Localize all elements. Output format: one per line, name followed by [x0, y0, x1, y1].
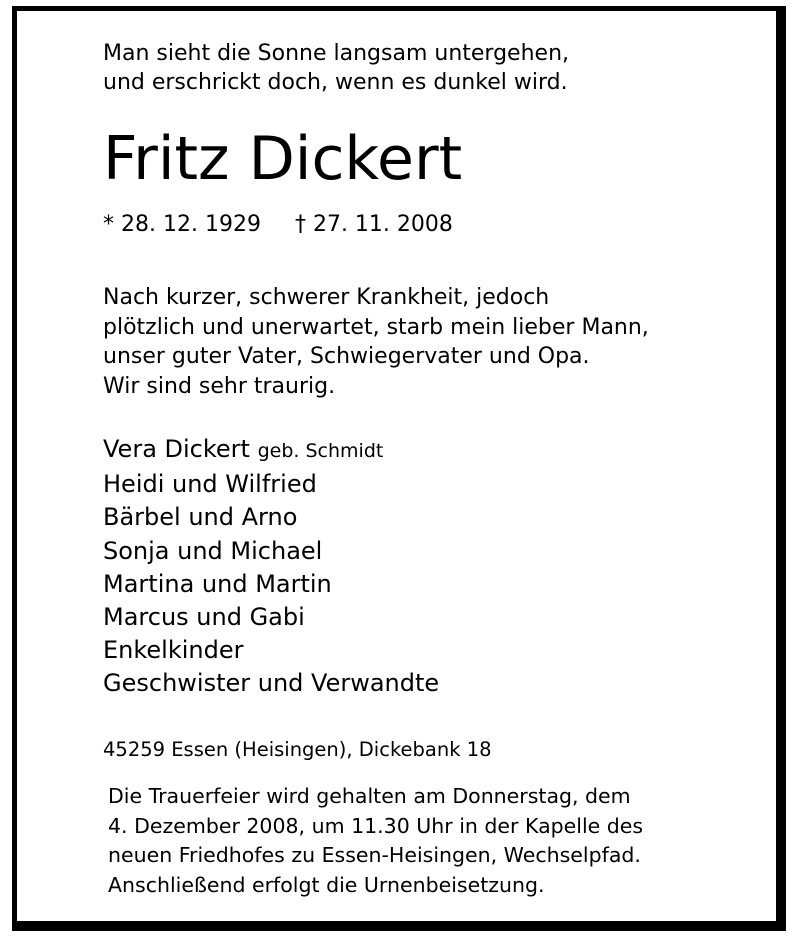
death-date: † 27. 11. 2008	[294, 212, 453, 237]
service-line: neuen Friedhofes zu Essen-Heisingen, Wechselpfad.	[108, 843, 641, 867]
life-dates	[103, 210, 453, 240]
text-line: plötzlich und unerwartet, starb mein lieber Mann,	[103, 314, 649, 340]
service-info	[108, 782, 643, 900]
birth-date: * 28. 12. 1929	[103, 212, 261, 237]
family-widow	[103, 433, 439, 468]
deceased-name: Fritz Dickert	[103, 124, 463, 194]
family-member: Geschwister und Verwandte	[103, 669, 440, 698]
motto	[103, 39, 569, 97]
service-line: Anschließend erfolgt die Urnenbeisetzung.	[108, 872, 545, 897]
text-line: unser guter Vater, Schwiegervater und Opa.	[103, 344, 590, 369]
service-line: 4. Dezember 2008, um 11.30 Uhr in der Kapelle des	[108, 813, 644, 838]
text-line: Wir sind sehr traurig.	[103, 373, 336, 399]
family-member: Martina und Martin	[103, 569, 332, 598]
text-line: Nach kurzer, schwerer Krankheit, jedoch	[103, 285, 550, 310]
widow-name: Vera Dickert	[103, 435, 250, 463]
widow-maiden-name: geb. Schmidt	[257, 440, 384, 462]
family-member: Sonja und Michael	[103, 536, 323, 565]
family-member: Heidi und Wilfried	[103, 470, 317, 499]
family-member: Marcus und Gabi	[103, 603, 305, 632]
motto-line: und erschrickt doch, wenn es dunkel wird.	[103, 70, 568, 95]
announcement-text	[103, 283, 649, 401]
family-member: Enkelkinder	[103, 636, 244, 665]
motto-line: Man sieht die Sonne langsam untergehen,	[103, 41, 570, 66]
family-member: Bärbel und Arno	[103, 503, 298, 532]
obituary-frame	[12, 6, 786, 931]
address: 45259 Essen (Heisingen), Dickebank 18	[103, 738, 492, 761]
family-list	[103, 433, 439, 701]
service-line: Die Trauerfeier wird gehalten am Donnerstag, dem	[108, 784, 631, 808]
